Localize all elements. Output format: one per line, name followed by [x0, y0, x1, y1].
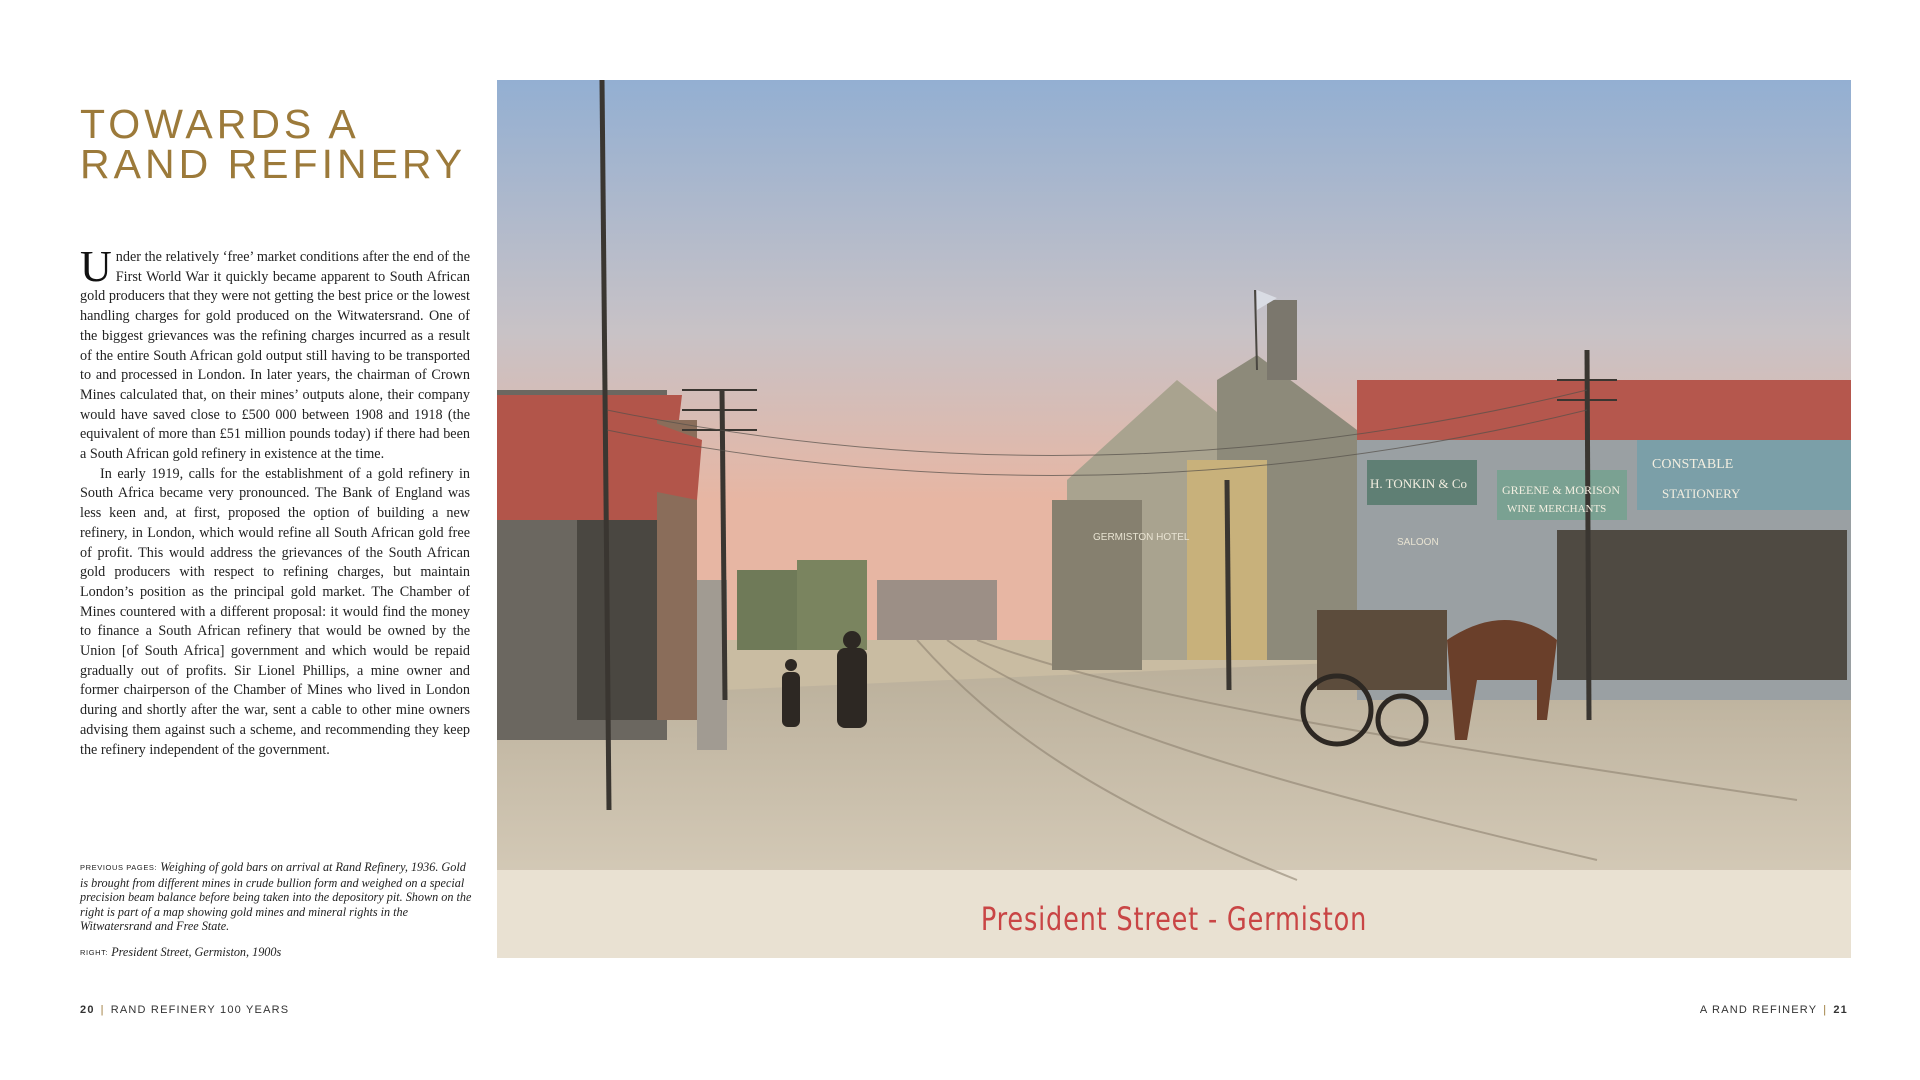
sign-hotel: GERMISTON HOTEL [1093, 532, 1190, 543]
postcard-caption: President Street - Germiston [980, 900, 1368, 938]
drop-cap: U [80, 242, 112, 291]
chapter-title-line-1: TOWARDS A [80, 101, 360, 147]
postcard-photo [497, 80, 1851, 958]
footer-left [80, 1004, 289, 1016]
footer-right [1700, 1004, 1848, 1016]
caption-previous-label: PREVIOUS PAGES: [80, 863, 158, 872]
left-buildings [497, 390, 727, 750]
running-title-right: A RAND REFINERY [1699, 1004, 1818, 1016]
body-text [80, 242, 470, 760]
caption-right [80, 945, 472, 961]
caption-right-text: President Street, Germiston, 1900s [111, 944, 282, 959]
sign-greene: GREENE & MORISON [1502, 483, 1621, 497]
sign-constable: CONSTABLE [1652, 457, 1734, 472]
chapter-title [80, 101, 500, 187]
footer-separator-left: | [100, 1004, 105, 1016]
running-title-left: RAND REFINERY 100 YEARS [110, 1004, 290, 1016]
sign-wine: WINE MERCHANTS [1507, 503, 1607, 515]
sign-stationery: STATIONERY [1662, 486, 1741, 501]
sign-saloon: SALOON [1397, 537, 1439, 548]
caption-previous-text: Weighing of gold bars on arrival at Rand Refinery, 1936. Gold is brought from different mines in crude bullion form and weighed on a special precision beam balance before being taken into the depository pit. Shown on the right is part of a map showing gold mines and mineral rights in the Witwatersrand and Free State. [80, 860, 472, 934]
caption-previous-pages [80, 860, 472, 934]
body-paragraph-1-text: nder the relatively ‘free’ market conditions after the end of the First World War it quickly became apparent to South African gold producers that they were not getting the best price or the lowest handling charges for gold produced on the Witwatersrand. One of the biggest grievances was the refining charges incurred as a result of the entire South African gold output still having to be transported to and processed in London. In later years, the chairman of Crown Mines calculated that, on their mines’ outputs alone, their company would have saved close to £500 000 between 1908 and 1918 (the equivalent of more than £51 million pounds today) if there had been a South African gold refinery in existence at the time. [80, 249, 470, 463]
chapter-title-line-2: RAND REFINERY [80, 141, 467, 187]
body-paragraph-2: In early 1919, calls for the establishment of a gold refinery in South Africa became very pronounced. The Bank of England was less keen and, at first, proposed the option of building a new refinery, in London, which would refine all South African gold free of profit. This would address the grievances of the South African gold producers with respect to refining charges, but maintain London’s position as the principal gold market. The Chamber of Mines countered with a different proposal: it would find the money to finance a South African refinery that would be owned by the Union [of South Africa] government and which would be repaid gradually out of profits. Sir Lionel Phillips, a mine owner and former chairperson of the Chamber of Mines who lived in London during and shortly after the war, sent a cable to other mine owners advising them against such a scheme, and recommending they keep the refinery independent of the government. [80, 465, 470, 758]
image-captions [80, 860, 472, 972]
page-number-left: 20 [80, 1004, 95, 1016]
page-number-right: 21 [1833, 1004, 1848, 1016]
caption-right-label: RIGHT: [80, 947, 109, 957]
body-paragraph-1 [80, 242, 470, 465]
street-scene-illustration [497, 80, 1851, 958]
sign-tonkin: H. TONKIN & Co [1370, 476, 1468, 491]
footer-separator-right: | [1823, 1004, 1828, 1016]
